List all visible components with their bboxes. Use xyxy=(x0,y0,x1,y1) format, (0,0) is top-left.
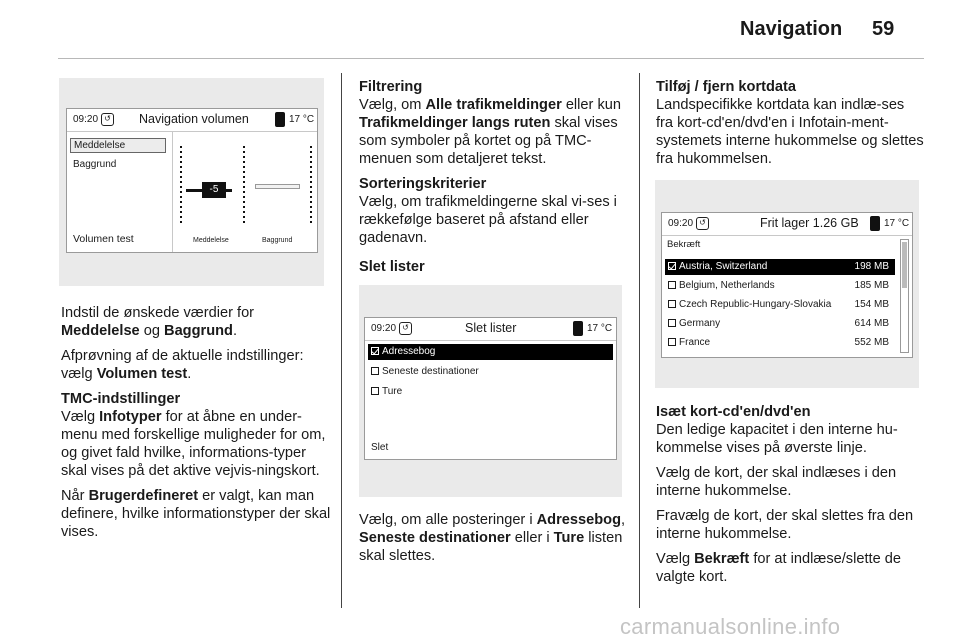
checkbox-icon[interactable] xyxy=(668,338,676,346)
column-divider-1 xyxy=(341,73,342,608)
column-2-text-bottom xyxy=(359,511,631,572)
screen-title: Frit lager 1.26 GB xyxy=(760,216,859,230)
checkbox-icon[interactable] xyxy=(668,281,676,289)
header-divider xyxy=(58,58,924,59)
watermark-brand: carmanualsonline.info xyxy=(620,614,841,639)
map-item[interactable]: Czech Republic-Hungary-Slovakia 154 MB xyxy=(665,297,895,313)
screen-title: Navigation volumen xyxy=(139,112,249,126)
section-heading: Isæt kort-cd'en/dvd'en xyxy=(656,404,811,420)
paragraph: Vælg Infotyper for at åbne en under-menu med forskellige muligheder for om, og givet fald hvilke, informations-typer skal vises på det aktive vejvis-ningskort. xyxy=(61,409,326,479)
paragraph: Fravælg de kort, der skal slettes fra den interne hukommelse. xyxy=(656,508,914,542)
thermometer-icon xyxy=(573,321,583,336)
page-header-title: Navigation xyxy=(740,18,843,40)
scrollbar-thumb[interactable] xyxy=(902,242,907,288)
figure-map-data-screen xyxy=(655,180,919,388)
center-scale xyxy=(243,146,245,226)
section-heading: Slet lister xyxy=(359,259,425,275)
checkbox-icon[interactable] xyxy=(668,319,676,327)
meddelelse-slider-value: -5 xyxy=(202,182,226,198)
paragraph: Landspecifikke kortdata kan indlæ-ses fra kort-cd'en/dvd'en i Infotain-ment-systemets interne hukommelse og slettes fra hukommelsen. xyxy=(656,97,924,167)
figure-volume-screen xyxy=(59,78,324,286)
column-1-text xyxy=(61,304,333,548)
map-item[interactable]: Belgium, Netherlands 185 MB xyxy=(665,278,895,294)
baggrund-scale xyxy=(310,146,312,226)
list-item-seneste-destinationer[interactable]: Seneste destinationer xyxy=(371,366,479,377)
map-item[interactable]: France 552 MB xyxy=(665,335,895,351)
slet-button[interactable]: Slet xyxy=(371,442,389,453)
checkbox-checked-icon[interactable] xyxy=(668,262,676,270)
meddelelse-label: Meddelelse xyxy=(193,237,229,244)
menu-item-baggrund[interactable]: Baggrund xyxy=(73,159,117,170)
list-item-adressebog[interactable]: Adressebog xyxy=(368,344,613,360)
checkbox-checked-icon[interactable] xyxy=(371,347,379,355)
map-data-screen xyxy=(661,212,913,358)
map-item[interactable]: Austria, Switzerland 198 MB xyxy=(665,259,895,275)
menu-item-meddelelse[interactable]: Meddelelse xyxy=(70,138,166,153)
bekraeft-button[interactable]: Bekræft xyxy=(667,239,701,250)
thermometer-icon xyxy=(275,112,285,127)
temperature: 17 °C xyxy=(884,218,910,229)
checkbox-icon[interactable] xyxy=(371,367,379,375)
meddelelse-scale xyxy=(180,146,182,226)
page-number: 59 xyxy=(872,18,895,40)
thermometer-icon xyxy=(870,216,880,231)
column-divider-2 xyxy=(639,73,640,608)
section-heading: Filtrering xyxy=(359,79,423,95)
screen-title: Slet lister xyxy=(465,321,517,335)
column-3-text xyxy=(656,78,924,175)
paragraph: Den ledige kapacitet i den interne hu-kommelse vises på øverste linje. xyxy=(656,422,898,456)
temperature: 17 °C xyxy=(289,114,315,125)
paragraph: Vælg Bekræft for at indlæse/slette de valgte kort. xyxy=(656,551,901,585)
paragraph: Afprøvning af de aktuelle indstillinger: vælg Volumen test. xyxy=(61,348,304,382)
volume-test-item[interactable]: Volumen test xyxy=(73,233,134,245)
checkbox-icon[interactable] xyxy=(371,387,379,395)
column-2-text xyxy=(359,78,631,276)
paragraph: Når Brugerdefineret er valgt, kan man definere, hvilke informationstyper der skal vises. xyxy=(61,488,331,540)
clock-time: 09:20 xyxy=(668,218,694,229)
section-heading: Sorteringskriterier xyxy=(359,176,487,192)
list-item-ture[interactable]: Ture xyxy=(371,386,402,397)
back-icon: ↺ xyxy=(696,217,709,230)
slet-lister-screen xyxy=(364,317,617,460)
volume-screen xyxy=(66,108,318,253)
checkbox-icon[interactable] xyxy=(668,300,676,308)
column-3-text-bottom xyxy=(656,403,924,593)
back-icon: ↺ xyxy=(399,322,412,335)
clock-time: 09:20 xyxy=(73,114,99,125)
paragraph: Vælg, om trafikmeldingerne skal vi-ses i rækkefølge baseret på afstand eller gadenavn. xyxy=(359,194,617,246)
section-heading: TMC-indstillinger xyxy=(61,391,181,407)
back-icon: ↺ xyxy=(101,113,114,126)
section-heading: Tilføj / fjern kortdata xyxy=(656,79,797,95)
paragraph: Vælg, om Alle trafikmeldinger eller kun Trafikmeldinger langs ruten skal vises som symboler på kortet og på TMC-menuen som detaljeret tekst. xyxy=(359,97,621,167)
paragraph: Vælg de kort, der skal indlæses i den interne hukommelse. xyxy=(656,465,897,499)
scrollbar[interactable] xyxy=(900,239,909,353)
map-item[interactable]: Germany 614 MB xyxy=(665,316,895,332)
temperature: 17 °C xyxy=(587,323,613,334)
baggrund-label: Baggrund xyxy=(262,237,293,244)
paragraph: Vælg, om alle posteringer i Adressebog, Seneste destinationer eller i Ture listen skal slettes. xyxy=(359,512,626,564)
paragraph: Indstil de ønskede værdier for Meddelelse og Baggrund. xyxy=(61,305,255,339)
baggrund-slider[interactable] xyxy=(255,184,300,189)
clock-time: 09:20 xyxy=(371,323,397,334)
figure-slet-lister-screen xyxy=(359,285,622,497)
